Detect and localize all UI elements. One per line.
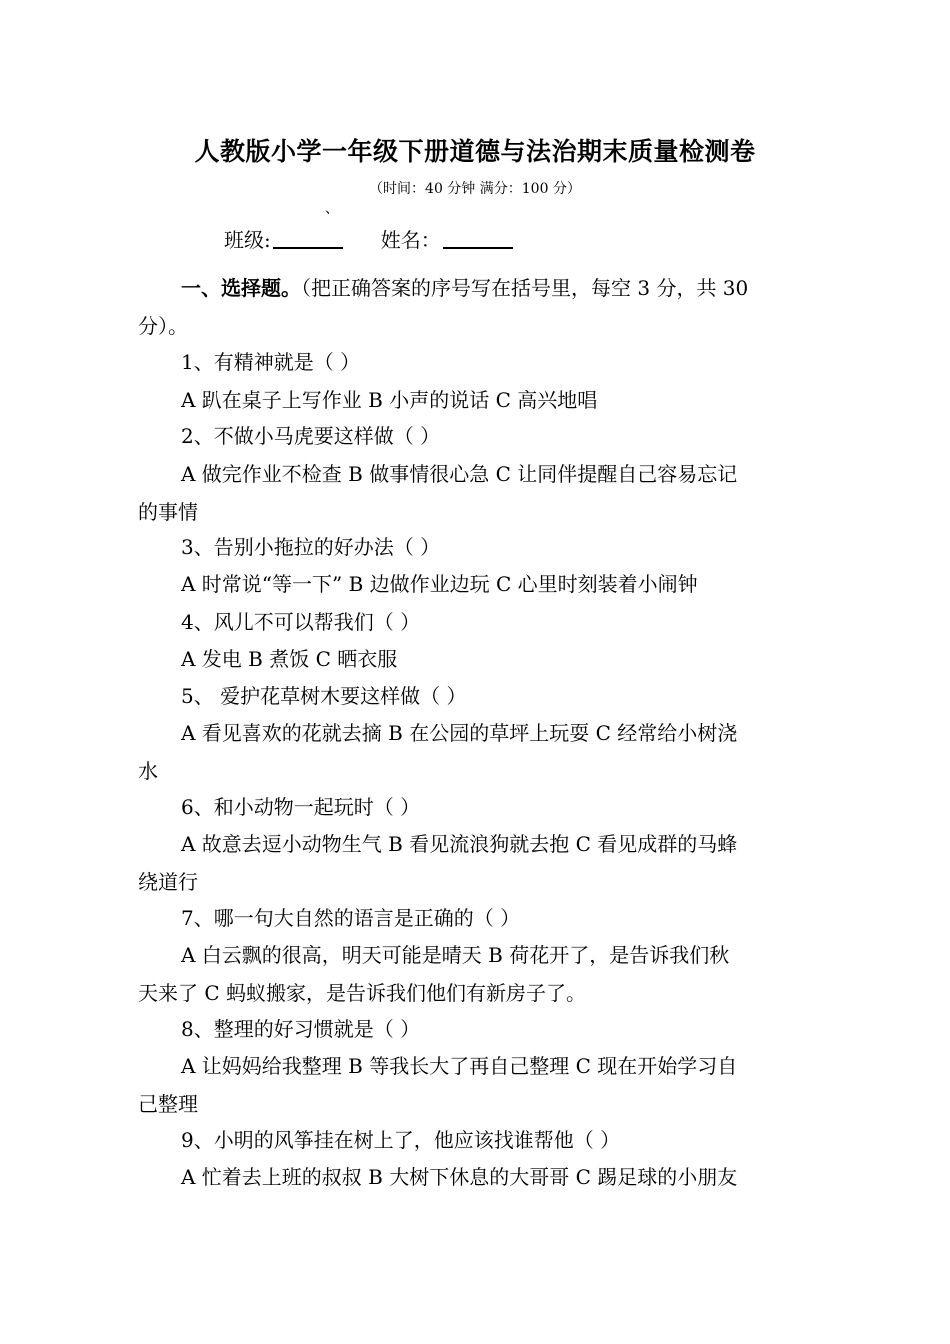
question-5-options-cont: 水 bbox=[138, 759, 158, 783]
question-6: 6、和小动物一起玩时（ ） bbox=[181, 795, 421, 819]
question-2: 2、不做小马虎要这样做（ ） bbox=[181, 424, 441, 448]
question-7: 7、哪一句大自然的语言是正确的（ ） bbox=[181, 906, 521, 930]
exam-time-score: （时间：40 分钟 满分：100 分） bbox=[369, 181, 581, 197]
question-1-options: A 趴在桌子上写作业 B 小声的说话 C 高兴地唱 bbox=[181, 388, 598, 412]
section-heading: 一、选择题。 bbox=[181, 276, 301, 300]
question-3: 3、告别小拖拉的好办法（ ） bbox=[181, 535, 441, 559]
question-4: 4、风儿不可以帮我们（ ） bbox=[181, 610, 421, 634]
question-6-options-cont: 绕道行 bbox=[138, 870, 198, 894]
question-6-options: A 故意去逗小动物生气 B 看见流浪狗就去抱 C 看见成群的马蜂 bbox=[181, 832, 738, 856]
question-4-options: A 发电 B 煮饭 C 晒衣服 bbox=[181, 647, 398, 671]
class-blank[interactable] bbox=[273, 227, 343, 249]
question-7-options: A 白云飘的很高，明天可能是晴天 B 荷花开了，是告诉我们秋 bbox=[181, 943, 730, 967]
question-1: 1、有精神就是（ ） bbox=[181, 350, 361, 374]
question-9-options: A 忙着去上班的叔叔 B 大树下休息的大哥哥 C 踢足球的小朋友 bbox=[181, 1165, 738, 1189]
section-heading-line bbox=[181, 272, 748, 301]
question-2-options-cont: 的事情 bbox=[138, 500, 198, 524]
question-7-options-cont: 天来了 C 蚂蚁搬家，是告诉我们他们有新房子了。 bbox=[138, 981, 587, 1005]
section-instruction: （把正确答案的序号写在括号里，每空 3 分，共 30 bbox=[301, 276, 749, 300]
name-label: 姓名： bbox=[380, 228, 441, 252]
question-9: 9、小明的风筝挂在树上了，他应该找谁帮他（ ） bbox=[181, 1128, 621, 1152]
section-instruction-cont: 分）。 bbox=[138, 314, 188, 338]
question-8-options-cont: 己整理 bbox=[138, 1092, 198, 1116]
exam-title: 人教版小学一年级下册道德与法治期末质量检测卷 bbox=[194, 137, 756, 166]
stray-mark: 、 bbox=[325, 201, 339, 217]
question-2-options: A 做完作业不检查 B 做事情很心急 C 让同伴提醒自己容易忘记 bbox=[181, 462, 738, 486]
question-8: 8、整理的好习惯就是（ ） bbox=[181, 1017, 421, 1041]
question-5: 5、 爱护花草树木要这样做（ ） bbox=[181, 684, 467, 708]
name-blank[interactable] bbox=[443, 227, 513, 249]
question-3-options: A 时常说“等一下” B 边做作业边玩 C 心里时刻装着小闹钟 bbox=[181, 572, 698, 596]
student-info-line bbox=[224, 224, 513, 253]
question-5-options: A 看见喜欢的花就去摘 B 在公园的草坪上玩耍 C 经常给小树浇 bbox=[181, 721, 738, 745]
question-8-options: A 让妈妈给我整理 B 等我长大了再自己整理 C 现在开始学习自 bbox=[181, 1054, 738, 1078]
class-label: 班级: bbox=[224, 228, 271, 252]
